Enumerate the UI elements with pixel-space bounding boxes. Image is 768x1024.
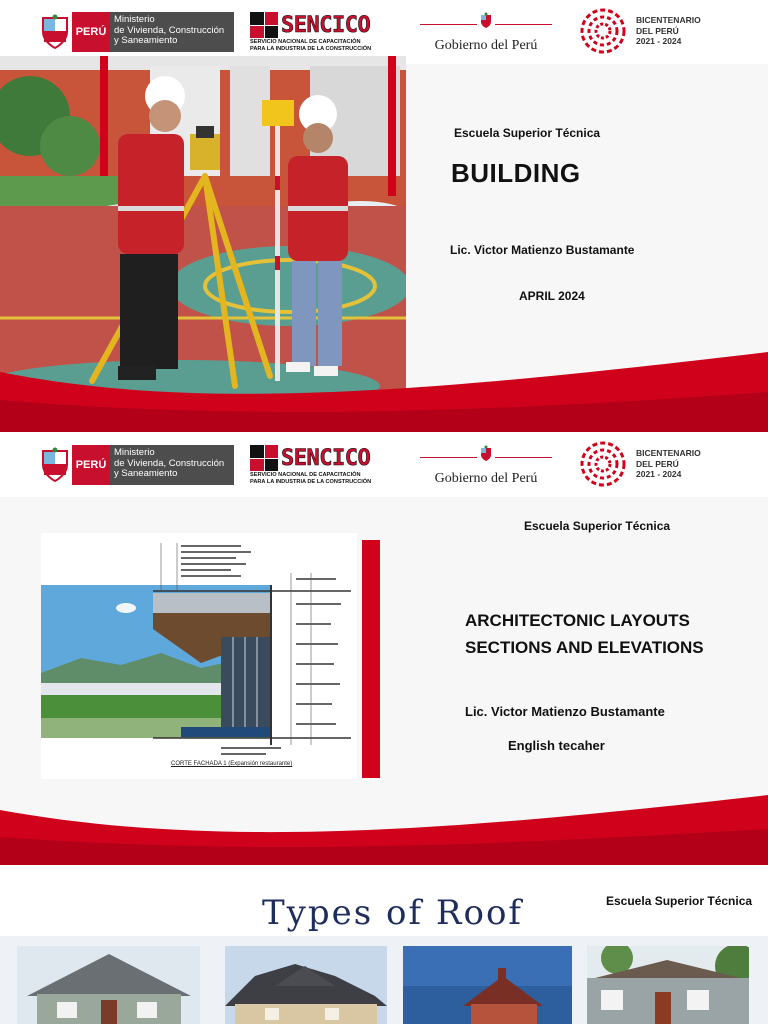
logo-header [0,433,768,497]
sencico-logo [250,445,396,485]
slide-title: BUILDING [451,158,581,188]
diagram-caption: CORTE FACHADA 1 (Expansión restaurante) [171,761,293,767]
bicentenario-label: BICENTENARIO DEL PERÚ 2021 - 2024 [636,448,701,480]
bicentenario-logo [578,6,718,56]
gobierno-label: Gobierno del Perú [434,471,538,486]
peru-label: PERÚ [72,445,110,485]
peru-shield-icon [40,447,70,483]
bicentenario-label: BICENTENARIO DEL PERÚ 2021 - 2024 [636,15,701,47]
ministry-logo [40,445,234,485]
school-name: Escuela Superior Técnica [524,519,671,533]
school-name: Escuela Superior Técnica [606,894,753,908]
surveyors-photo [0,56,406,400]
sencico-subtitle: SERVICIO NACIONAL DE CAPACITACIÓN PARA LA INDUSTRIA DE LA CONSTRUCCIÓN [250,39,372,52]
bicentenario-spiral-icon [578,439,628,489]
ministry-name: Ministerio de Vivienda, Construcción y Saneamiento [110,12,234,52]
bicentenario-spiral-icon [578,6,628,56]
gobierno-label: Gobierno del Perú [434,38,538,53]
red-swoosh [0,352,768,432]
slide-building-cover [0,0,768,432]
ministry-name: Ministerio de Vivienda, Construcción y Saneamiento [110,445,234,485]
slide-title: Types of Roof [262,893,524,933]
sencico-wordmark: SENCICO [281,12,371,38]
peru-shield-icon [40,14,70,50]
slide-title: ARCHITECTONIC LAYOUTS SECTIONS AND ELEVATIONS [465,611,704,657]
teacher-name: Lic. Victor Matienzo Bustamante [450,243,635,257]
sencico-subtitle: SERVICIO NACIONAL DE CAPACITACIÓN PARA LA INDUSTRIA DE LA CONSTRUCCIÓN [250,472,372,485]
sencico-wordmark: SENCICO [281,445,371,471]
sencico-logo [250,12,396,52]
sencico-mark-icon [250,12,278,38]
gable-roof-house-photo [17,946,200,1024]
accent-red-bar [362,540,380,778]
gobierno-logo [420,445,552,485]
facade-section-diagram [41,533,357,779]
slide-types-of-roof [0,866,768,1024]
school-name: Escuela Superior Técnica [454,126,601,140]
brick-house-photo [403,946,572,1024]
sencico-mark-icon [250,445,278,471]
presentation-date: APRIL 2024 [519,289,585,303]
peru-label: PERÚ [72,12,110,52]
logo-header [0,0,768,64]
teacher-name: Lic. Victor Matienzo Bustamante [465,704,665,719]
gobierno-logo [420,12,552,52]
craftsman-house-photo [587,946,749,1024]
bicentenario-logo [578,439,718,489]
red-swoosh [0,785,768,865]
coat-of-arms-icon [477,445,495,463]
hip-roof-house-render [225,946,387,1024]
slide-architectonic-layouts [0,433,768,865]
ministry-logo [40,12,234,52]
coat-of-arms-icon [477,12,495,30]
teacher-role: English tecaher [508,738,605,753]
